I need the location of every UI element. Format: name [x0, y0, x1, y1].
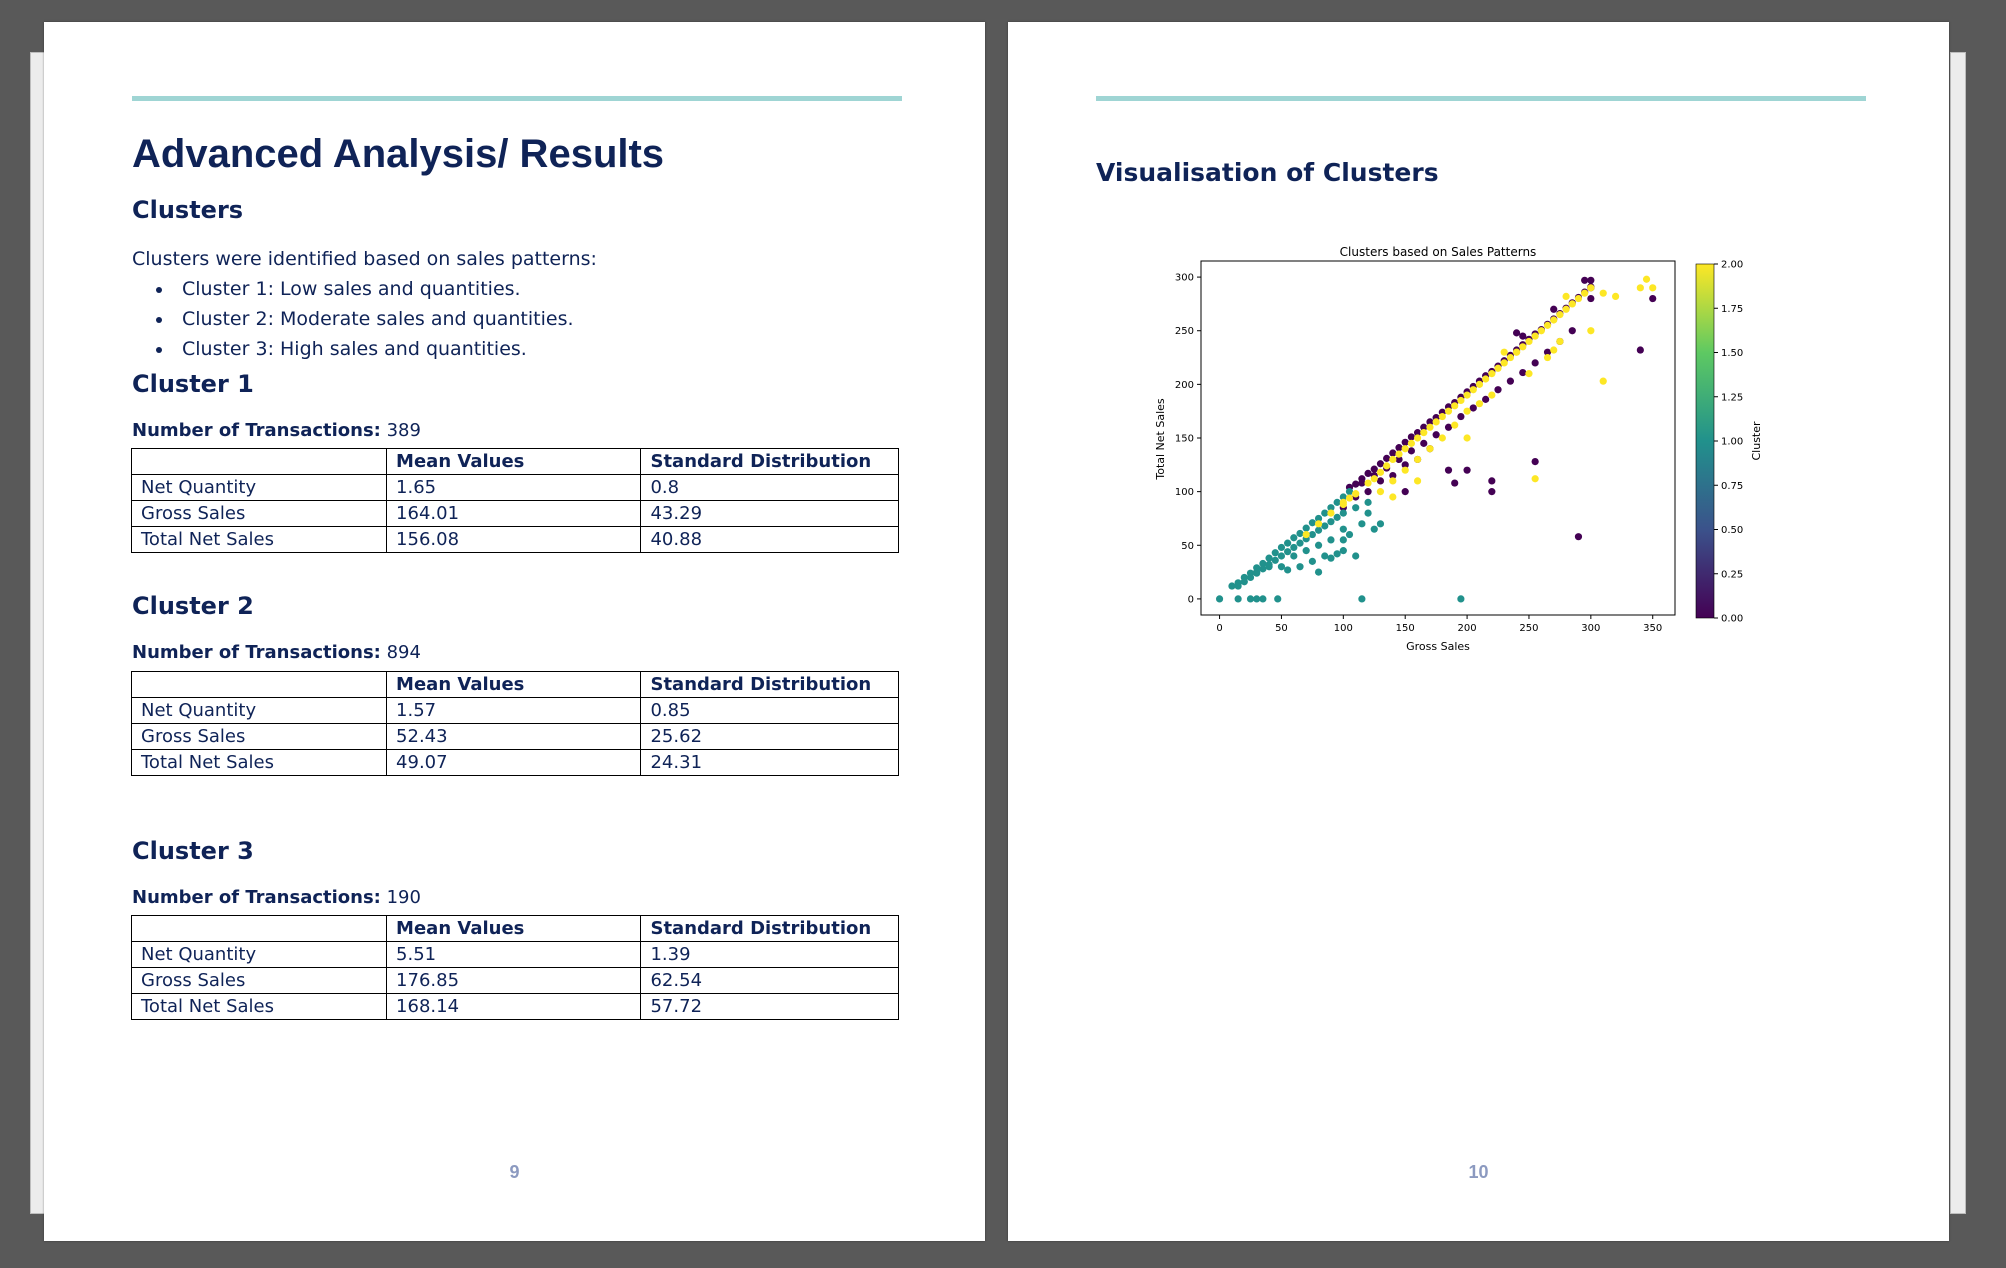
scatter-point — [1408, 447, 1415, 454]
scatter-point — [1315, 568, 1322, 575]
scatter-point — [1303, 525, 1310, 532]
scatter-point — [1451, 422, 1458, 429]
scatter-point — [1346, 488, 1353, 495]
scatter-point — [1556, 338, 1563, 345]
colorbar-tick-label: 1.00 — [1721, 436, 1744, 448]
scatter-point — [1395, 444, 1402, 451]
scatter-point — [1327, 518, 1334, 525]
scatter-point — [1544, 354, 1551, 361]
scatter-point — [1327, 536, 1334, 543]
scatter-point — [1309, 531, 1316, 538]
scatter-point — [1420, 429, 1427, 436]
scatter-point — [1309, 558, 1316, 565]
scatter-point — [1352, 552, 1359, 559]
scatter-point — [1296, 530, 1303, 537]
scatter-point — [1303, 531, 1310, 538]
scatter-point — [1402, 467, 1409, 474]
scatter-point — [1532, 332, 1539, 339]
scatter-point — [1420, 440, 1427, 447]
scatter-point — [1463, 391, 1470, 398]
scatter-point — [1334, 499, 1341, 506]
scatter-point — [1395, 450, 1402, 457]
scatter-point — [1290, 534, 1297, 541]
scatter-point — [1587, 295, 1594, 302]
scatter-point — [1538, 327, 1545, 334]
scatter-point — [1457, 397, 1464, 404]
colorbar-ticks — [1714, 260, 1743, 625]
scatter-point — [1272, 549, 1279, 556]
scatter-point — [1265, 563, 1272, 570]
scatter-point — [1247, 574, 1254, 581]
scatter-point — [1525, 338, 1532, 345]
table-row: Total Net Sales 168.14 57.72 — [132, 994, 899, 1020]
list-item: Cluster 2: Moderate sales and quantities. — [156, 304, 574, 334]
colorbar-tick-label: 1.50 — [1721, 348, 1744, 359]
scatter-point — [1358, 595, 1365, 602]
scatter-point — [1235, 582, 1242, 589]
scatter-point — [1612, 293, 1619, 300]
x-tick-label: 300 — [1581, 623, 1601, 634]
scatter-point — [1649, 295, 1656, 302]
colorbar-tick-label: 1.25 — [1721, 392, 1744, 404]
scatter-point — [1433, 431, 1440, 438]
scatter-point — [1408, 433, 1415, 440]
scatter-point — [1600, 290, 1607, 297]
scatter-point — [1364, 479, 1371, 486]
scatter-point — [1377, 469, 1384, 476]
scatter-point — [1426, 445, 1433, 452]
scatter-point — [1501, 349, 1508, 356]
scatter-point — [1278, 544, 1285, 551]
scatter-point — [1519, 369, 1526, 376]
scatter-point — [1637, 346, 1644, 353]
scatter-point — [1315, 527, 1322, 534]
scatter-point — [1315, 520, 1322, 527]
table-row: Total Net Sales 49.07 24.31 — [132, 750, 899, 776]
scatter-point — [1377, 477, 1384, 484]
scatter-point — [1377, 520, 1384, 527]
cluster-3-table — [131, 915, 899, 1020]
scatter-point — [1433, 418, 1440, 425]
cluster-scatter-chart — [1128, 222, 1768, 662]
scatter-point — [1439, 413, 1446, 420]
scatter-point — [1278, 563, 1285, 570]
y-tick-label: 150 — [1174, 433, 1194, 445]
page-10 — [1008, 22, 1949, 1241]
scatter-point — [1463, 467, 1470, 474]
scatter-point — [1414, 456, 1421, 463]
page-title: Visualisation of Clusters — [1096, 158, 1439, 187]
x-tick-label: 50 — [1275, 623, 1288, 634]
scatter-point — [1334, 550, 1341, 557]
scatter-point — [1340, 526, 1347, 533]
colorbar-tick-label: 0.50 — [1721, 525, 1744, 536]
y-axis-label: Total Net Sales — [1154, 398, 1167, 480]
scatter-point — [1358, 520, 1365, 527]
table-row: Gross Sales 176.85 62.54 — [132, 968, 899, 994]
scatter-point — [1346, 494, 1353, 501]
scatter-point — [1265, 555, 1272, 562]
scatter-point — [1581, 277, 1588, 284]
x-tick-label: 200 — [1457, 623, 1477, 634]
scatter-point — [1488, 370, 1495, 377]
header-rule — [132, 96, 902, 101]
table-row: Total Net Sales 156.08 40.88 — [132, 527, 899, 553]
bullet-icon — [156, 287, 162, 293]
scatter-point — [1352, 490, 1359, 497]
scatter-point — [1296, 540, 1303, 547]
scatter-point — [1569, 327, 1576, 334]
scatter-point — [1377, 488, 1384, 495]
scatter-point — [1643, 276, 1650, 283]
colorbar-tick-label: 2.00 — [1721, 259, 1744, 271]
scatter-point — [1488, 391, 1495, 398]
scatter-point — [1494, 365, 1501, 372]
scatter-point — [1315, 542, 1322, 549]
scatter-point — [1228, 582, 1235, 589]
scatter-point — [1327, 509, 1334, 516]
cluster-3-transactions: Number of Transactions: 190 — [132, 887, 421, 908]
y-tick-label: 200 — [1174, 379, 1194, 391]
scatter-point — [1235, 595, 1242, 602]
scatter-point — [1562, 293, 1569, 300]
colorbar-label: Cluster — [1750, 421, 1763, 461]
scatter-point — [1383, 455, 1390, 462]
scatter-point — [1550, 346, 1557, 353]
scatter-point — [1371, 475, 1378, 482]
page-number: 10 — [1468, 1162, 1489, 1182]
scatter-point — [1334, 514, 1341, 521]
colorbar-tick-label: 0.25 — [1721, 569, 1744, 581]
scatter-point — [1587, 277, 1594, 284]
scatter-point — [1562, 306, 1569, 313]
y-tick-label: 50 — [1181, 540, 1194, 552]
scatter-point — [1371, 466, 1378, 473]
scatter-point — [1290, 544, 1297, 551]
scatter-point — [1247, 595, 1254, 602]
table-header-row: Mean Values Standard Distribution — [132, 672, 899, 698]
x-tick-label: 150 — [1395, 623, 1415, 634]
scatter-point — [1507, 378, 1514, 385]
scatter-point — [1445, 467, 1452, 474]
cluster-3-heading: Cluster 3 — [132, 837, 254, 865]
scatter-point — [1253, 568, 1260, 575]
scatter-point — [1340, 509, 1347, 516]
scatter-point — [1364, 499, 1371, 506]
scatter-point — [1402, 439, 1409, 446]
x-tick-label: 0 — [1216, 623, 1223, 634]
x-axis-ticks — [1216, 615, 1662, 634]
scatter-point — [1587, 327, 1594, 334]
table-row: Net Quantity 1.57 0.85 — [132, 698, 899, 724]
scatter-point — [1284, 548, 1291, 555]
scatter-point — [1253, 595, 1260, 602]
scatter-point — [1637, 284, 1644, 291]
scatter-point — [1377, 460, 1384, 467]
scatter-point — [1321, 552, 1328, 559]
scatter-point — [1463, 434, 1470, 441]
scatter-point — [1470, 386, 1477, 393]
scatter-point — [1327, 555, 1334, 562]
scatter-point — [1544, 322, 1551, 329]
scatter-point — [1532, 475, 1539, 482]
scatter-point — [1600, 378, 1607, 385]
page-title: Advanced Analysis/ Results — [132, 132, 665, 176]
cluster-1-transactions: Number of Transactions: 389 — [132, 420, 421, 441]
scatter-point — [1321, 509, 1328, 516]
scatter-point — [1581, 290, 1588, 297]
scatter-point — [1507, 354, 1514, 361]
scatter-point — [1457, 413, 1464, 420]
scatter-point — [1569, 300, 1576, 307]
page-9 — [44, 22, 985, 1241]
scatter-point — [1321, 522, 1328, 529]
colorbar-tick-label: 1.75 — [1721, 303, 1744, 315]
scatter-point — [1513, 349, 1520, 356]
scatter-point — [1476, 400, 1483, 407]
scatter-point — [1340, 536, 1347, 543]
scatter-point — [1426, 424, 1433, 431]
section-heading-clusters: Clusters — [132, 196, 244, 224]
cluster-1-heading: Cluster 1 — [132, 370, 254, 398]
scatter-point — [1519, 343, 1526, 350]
scatter-point — [1439, 434, 1446, 441]
scatter-point — [1290, 552, 1297, 559]
y-axis-ticks — [1175, 273, 1201, 606]
scatter-point — [1488, 488, 1495, 495]
y-tick-label: 300 — [1174, 272, 1194, 284]
scatter-point — [1364, 509, 1371, 516]
scatter-point — [1550, 316, 1557, 323]
scatter-point — [1340, 547, 1347, 554]
scatter-point — [1389, 456, 1396, 463]
colorbar — [1696, 264, 1714, 618]
scatter-point — [1364, 470, 1371, 477]
scatter-point — [1488, 477, 1495, 484]
scatter-point — [1402, 445, 1409, 452]
scatter-point — [1296, 563, 1303, 570]
table-row: Net Quantity 5.51 1.39 — [132, 942, 899, 968]
scatter-point — [1513, 329, 1520, 336]
scatter-point — [1445, 424, 1452, 431]
scatter-point — [1532, 359, 1539, 366]
page-number: 9 — [509, 1162, 520, 1182]
chart-title: Clusters based on Sales Patterns — [1339, 245, 1537, 259]
scatter-point — [1470, 404, 1477, 411]
scatter-point — [1575, 295, 1582, 302]
scatter-point — [1389, 493, 1396, 500]
scatter-point — [1389, 449, 1396, 456]
scatter-point — [1575, 533, 1582, 540]
scatter-point — [1649, 284, 1656, 291]
scatter-point — [1414, 434, 1421, 441]
scatter-point — [1241, 578, 1248, 585]
bullet-icon — [156, 347, 162, 353]
scatter-point — [1408, 440, 1415, 447]
y-tick-label: 100 — [1174, 487, 1194, 499]
scatter-point — [1482, 396, 1489, 403]
scatter-point — [1259, 595, 1266, 602]
scatter-point — [1556, 311, 1563, 318]
scatter-point — [1340, 499, 1347, 506]
scatter-point — [1457, 595, 1464, 602]
list-item: Cluster 1: Low sales and quantities. — [156, 274, 574, 304]
scatter-point — [1346, 531, 1353, 538]
scatter-point — [1482, 375, 1489, 382]
y-tick-label: 0 — [1187, 594, 1194, 606]
cluster-2-transactions: Number of Transactions: 894 — [132, 642, 421, 663]
scatter-point — [1501, 359, 1508, 366]
scatter-point — [1414, 477, 1421, 484]
scatter-point — [1494, 386, 1501, 393]
cluster-2-heading: Cluster 2 — [132, 592, 254, 620]
scatter-point — [1371, 526, 1378, 533]
scatter-point — [1274, 595, 1281, 602]
scatter-point — [1364, 488, 1371, 495]
page-edge-right — [1950, 52, 1966, 1214]
x-tick-label: 100 — [1333, 623, 1353, 634]
scatter-point — [1463, 408, 1470, 415]
scatter-point — [1284, 540, 1291, 547]
scatter-point — [1402, 488, 1409, 495]
x-axis-label: Gross Sales — [1406, 640, 1470, 653]
cluster-1-table — [131, 448, 899, 553]
table-header-row: Mean Values Standard Distribution — [132, 916, 899, 942]
scatter-point — [1525, 370, 1532, 377]
scatter-point — [1284, 566, 1291, 573]
scatter-point — [1445, 408, 1452, 415]
table-row: Gross Sales 52.43 25.62 — [132, 724, 899, 750]
bullet-list — [156, 274, 574, 364]
scatter-point — [1216, 595, 1223, 602]
scatter-point — [1587, 284, 1594, 291]
table-header-row: Mean Values Standard Distribution — [132, 449, 899, 475]
cluster-2-table — [131, 671, 899, 776]
header-rule — [1096, 96, 1866, 101]
intro-text: Clusters were identified based on sales patterns: — [132, 248, 597, 270]
scatter-point — [1451, 402, 1458, 409]
scatter-point — [1532, 458, 1539, 465]
scatter-point — [1389, 477, 1396, 484]
y-tick-label: 250 — [1174, 326, 1194, 338]
scatter-point — [1352, 504, 1359, 511]
scatter-point — [1352, 481, 1359, 488]
scatter-point — [1519, 332, 1526, 339]
bullet-icon — [156, 317, 162, 323]
scatter-point — [1550, 306, 1557, 313]
scatter-point — [1259, 565, 1266, 572]
x-tick-label: 250 — [1519, 623, 1539, 634]
table-row: Gross Sales 164.01 43.29 — [132, 501, 899, 527]
scatter-point — [1451, 479, 1458, 486]
scatter-point — [1383, 462, 1390, 469]
scatter-point — [1476, 381, 1483, 388]
scatter-point — [1303, 547, 1310, 554]
list-item: Cluster 3: High sales and quantities. — [156, 334, 574, 364]
scatter-point — [1309, 519, 1316, 526]
colorbar-tick-label: 0.00 — [1721, 613, 1744, 625]
scatter-point — [1272, 557, 1279, 564]
scatter-points — [1216, 276, 1656, 603]
x-tick-label: 350 — [1643, 623, 1663, 634]
scatter-point — [1358, 479, 1365, 486]
colorbar-tick-label: 0.75 — [1721, 480, 1744, 492]
scatter-point — [1278, 552, 1285, 559]
table-row: Net Quantity 1.65 0.8 — [132, 475, 899, 501]
